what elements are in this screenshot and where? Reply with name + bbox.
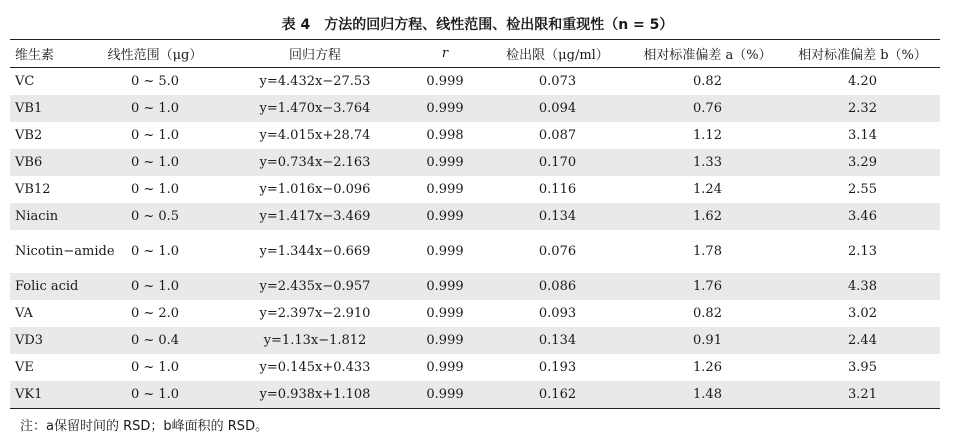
table-cell: 2.32	[785, 95, 940, 122]
table-cell: 0.193	[538, 360, 577, 375]
table-cell: y=2.435x−0.957	[225, 273, 405, 300]
table-cell: y=4.015x+28.74	[259, 128, 371, 143]
table-cell: 0.073	[538, 74, 577, 89]
table-cell: 0.999	[405, 273, 485, 300]
table-cell: VB1	[10, 95, 85, 122]
table-cell: y=1.470x−3.764	[225, 95, 405, 122]
table-cell: 2.13	[848, 244, 877, 259]
table-cell: 1.12	[693, 128, 722, 143]
table-cell: 3.29	[785, 149, 940, 176]
table-cell: 0.093	[538, 306, 577, 321]
table-cell: VD3	[10, 327, 85, 354]
table-cell: 0 ~ 1.0	[130, 128, 180, 143]
table-cell: 0 ~ 1.0	[85, 149, 225, 176]
table-row	[10, 327, 940, 354]
table-cell: 0.82	[693, 74, 722, 89]
table-cell: 0.76	[630, 95, 785, 122]
table-cell: 0.999	[426, 182, 464, 197]
table-cell: 0 ~ 2.0	[130, 306, 180, 321]
table-cell: 0.998	[426, 128, 464, 143]
table-cell: 0.999	[405, 203, 485, 230]
table-cell: 0.162	[485, 381, 630, 409]
table-cell: 3.95	[848, 360, 877, 375]
table-row	[10, 354, 940, 381]
table-cell: VC	[15, 74, 35, 89]
table-cell: 0 ~ 1.0	[85, 273, 225, 300]
table-cell: 0.82	[693, 306, 722, 321]
table-cell: y=2.397x−2.910	[259, 306, 371, 321]
table-row	[10, 68, 940, 96]
table-cell: Niacin	[10, 203, 85, 230]
table-cell: 0.116	[538, 182, 577, 197]
table-cell: 4.20	[848, 74, 877, 89]
table-row	[10, 176, 940, 203]
header-row	[10, 40, 940, 68]
table-cell: y=1.344x−0.669	[259, 244, 371, 259]
table-cell: VA	[15, 306, 33, 321]
table-cell: y=1.417x−3.469	[225, 203, 405, 230]
table-cell: y=1.13x−1.812	[225, 327, 405, 354]
table-cell: 0 ~ 0.4	[85, 327, 225, 354]
column-header: 回归方程	[225, 40, 405, 68]
table-cell: 0 ~ 5.0	[130, 74, 180, 89]
table-cell: 0.91	[630, 327, 785, 354]
column-header: r	[405, 40, 485, 68]
table-cell: 1.76	[630, 273, 785, 300]
table-cell: 0.134	[485, 327, 630, 354]
table-row	[10, 95, 940, 122]
table-cell: y=1.016x−0.096	[259, 182, 371, 197]
table-cell: Folic acid	[10, 273, 85, 300]
table-title: 表 4 方法的回归方程、线性范围、检出限和重现性（n = 5）	[281, 17, 674, 33]
column-header: 维生素	[10, 40, 85, 68]
table-cell: 0.999	[405, 149, 485, 176]
table-cell: Nicotin−amide	[15, 243, 115, 259]
table-cell: 0.094	[485, 95, 630, 122]
table-row	[10, 273, 940, 300]
table-cell: 2.55	[848, 182, 877, 197]
table-cell: VK1	[10, 381, 85, 409]
table-cell: 3.02	[848, 306, 877, 321]
table-cell: 3.21	[785, 381, 940, 409]
table-cell: 0.076	[538, 244, 577, 259]
table-cell: 0.170	[485, 149, 630, 176]
table-cell: 0.999	[405, 95, 485, 122]
table-cell: 0 ~ 1.0	[85, 381, 225, 409]
table-cell: 0 ~ 1.0	[130, 182, 180, 197]
table-cell: 0.087	[538, 128, 577, 143]
table-cell: VE	[15, 360, 34, 375]
table-cell: 1.62	[630, 203, 785, 230]
table-row	[10, 300, 940, 327]
table-cell: 3.14	[848, 128, 877, 143]
table-cell: 0.134	[485, 203, 630, 230]
table-cell: VB12	[15, 182, 51, 197]
column-header: 相对标准偏差 b（%）	[785, 40, 940, 68]
table-cell: 0.086	[485, 273, 630, 300]
table-cell: 4.38	[785, 273, 940, 300]
table-cell: 1.78	[693, 244, 722, 259]
table-cell: y=0.938x+1.108	[225, 381, 405, 409]
table-cell: y=0.145x+0.433	[259, 360, 371, 375]
column-header: 相对标准偏差 a（%）	[630, 40, 785, 68]
table-cell: 0.999	[426, 306, 464, 321]
table-cell: 0.999	[405, 327, 485, 354]
table-cell: 1.33	[630, 149, 785, 176]
column-header: 线性范围（μg）	[85, 40, 225, 68]
table-cell: 0.999	[405, 381, 485, 409]
table-cell: y=4.432x−27.53	[259, 74, 371, 89]
table-cell: 2.44	[785, 327, 940, 354]
table-cell: 0.999	[426, 244, 464, 259]
table-cell: VB6	[10, 149, 85, 176]
column-header: 检出限（μg/ml）	[485, 40, 630, 68]
table-cell: 1.26	[693, 360, 722, 375]
table-cell: VB2	[15, 128, 43, 143]
table-cell: 0.999	[426, 360, 464, 375]
table-cell: y=0.734x−2.163	[225, 149, 405, 176]
table-row	[10, 149, 940, 176]
table-cell: 0.999	[426, 74, 464, 89]
table-row	[10, 203, 940, 230]
table-cell: 0 ~ 1.0	[130, 360, 180, 375]
table-cell: 1.24	[693, 182, 722, 197]
table-cell: 1.48	[630, 381, 785, 409]
table-cell: 0 ~ 1.0	[130, 244, 180, 259]
table-footnote: 注：a保留时间的 RSD；b峰面积的 RSD。	[20, 419, 269, 434]
table-cell: 0 ~ 1.0	[85, 95, 225, 122]
table-row	[10, 230, 940, 273]
table-cell: 0 ~ 0.5	[85, 203, 225, 230]
table-cell: 3.46	[785, 203, 940, 230]
data-table	[10, 39, 940, 409]
table-row	[10, 122, 940, 149]
table-row	[10, 381, 940, 409]
